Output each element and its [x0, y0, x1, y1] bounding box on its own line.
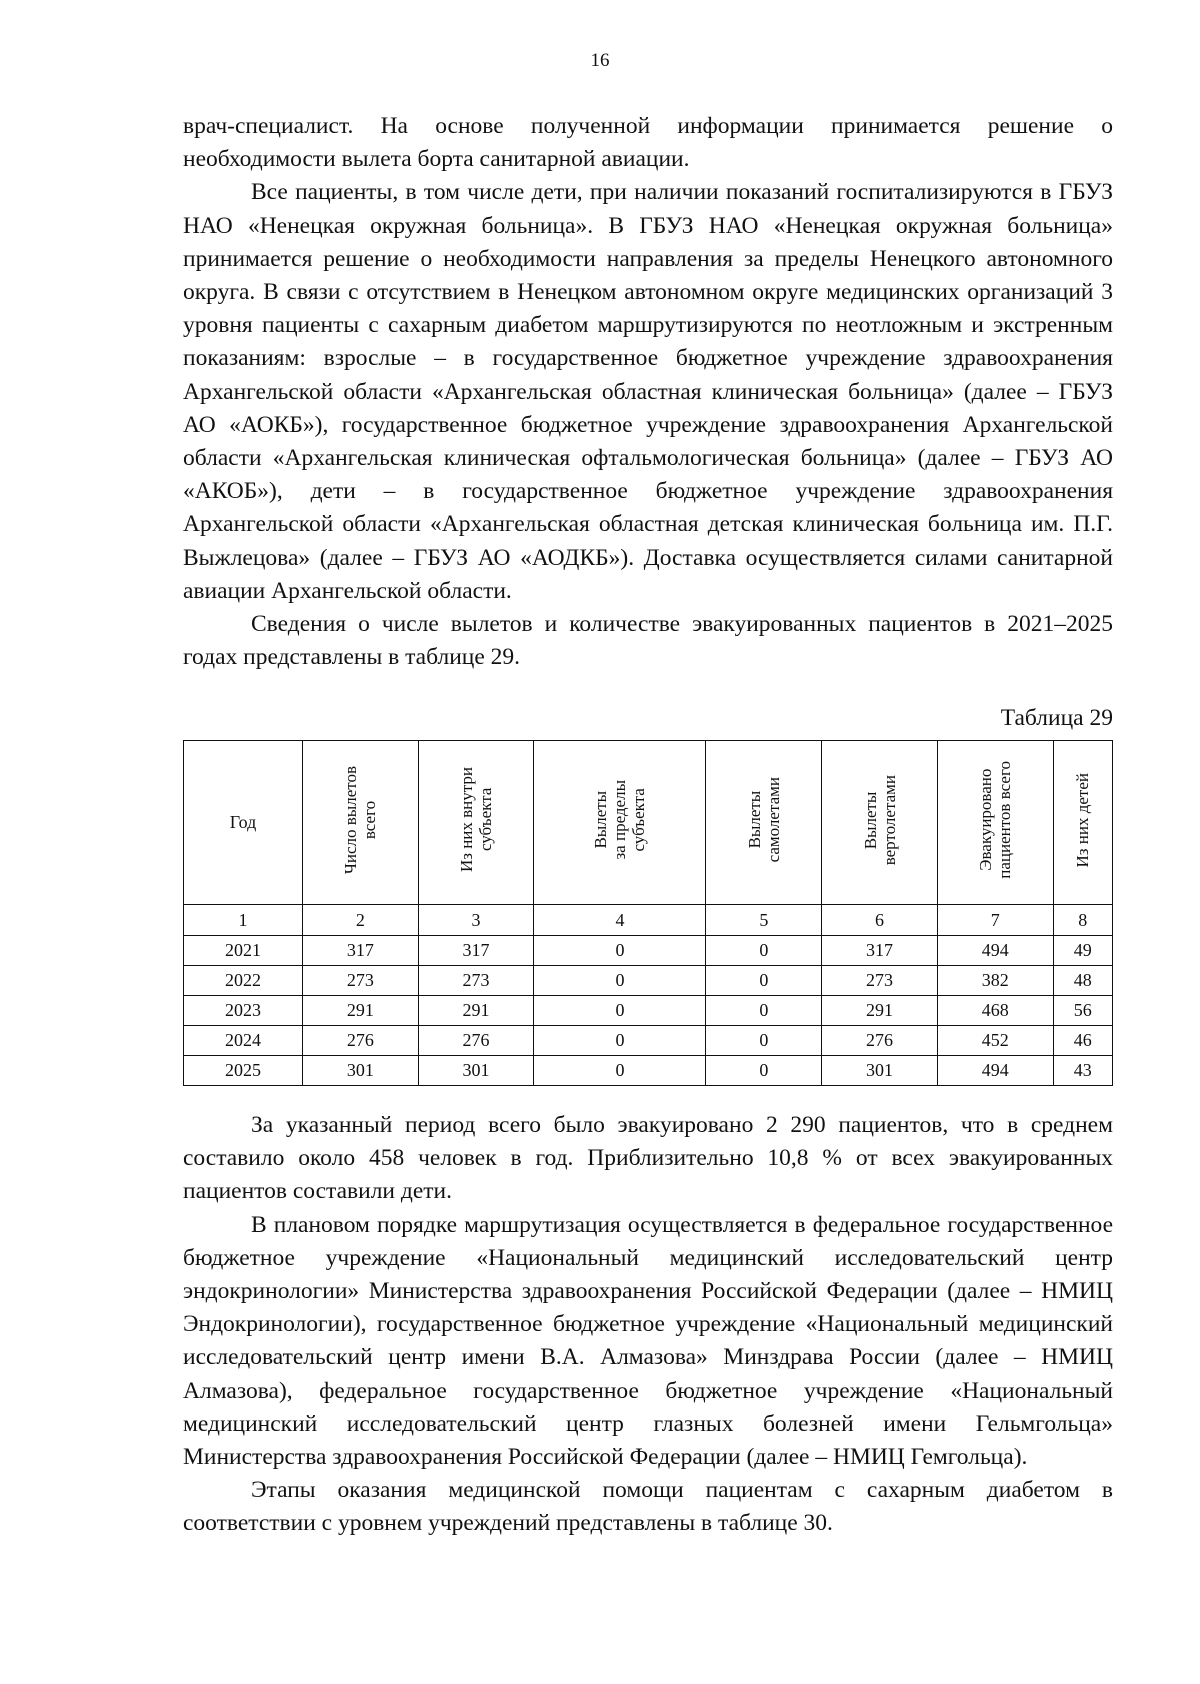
table-row [184, 966, 1113, 996]
table-cell: 0 [706, 996, 822, 1026]
paragraph: За указанный период всего было эвакуировано 2 290 пациентов, что в среднем составило около 458 человек в год. Приблизительно 10,8 % от всех эвакуированных пациентов составили дети. [183, 1112, 1113, 1205]
table-cell: 0 [706, 1026, 822, 1056]
table-cell: 317 [822, 936, 938, 966]
table-cell: 276 [822, 1026, 938, 1056]
table-cell: 0 [534, 936, 706, 966]
header-label: Год [229, 812, 257, 832]
table-cell: 276 [418, 1026, 534, 1056]
table-cell: 301 [418, 1056, 534, 1086]
table-row [184, 936, 1113, 966]
table-cell: 0 [534, 1026, 706, 1056]
header-cell [418, 741, 534, 905]
text-block-bottom [183, 1109, 1113, 1541]
table-cell: 49 [1053, 936, 1112, 966]
page-number: 16 [590, 50, 610, 71]
table-cell: 0 [534, 996, 706, 1026]
table-cell: 273 [418, 966, 534, 996]
table-row [184, 1026, 1113, 1056]
table-cell: 56 [1053, 996, 1112, 1026]
column-number: 8 [1053, 905, 1112, 936]
column-number: 4 [534, 905, 706, 936]
table-cell: 2025 [184, 1056, 303, 1086]
paragraph: В плановом порядке маршрутизация осуществляется в федеральное государственное бюджетное учреждение «Национальный медицинский исследовательский центр эндокринологии» Министерства здравоохранения Российской Федерации (далее – НМИЦ Эндокринологии), государственное бюджетное учреждение «Национальный медицинский исследовательский центр имени В.А. Алмазова» Минздрава России (далее – НМИЦ Алмазова), федеральное государственное бюджетное учреждение «Национальный медицинский исследовательский центр глазных болезней имени Гельмгольца» Министерства здравоохранения Российской Федерации (далее – НМИЦ Гемгольца). [183, 1211, 1113, 1471]
paragraph: врач-специалист. На основе полученной информации принимается решение о необходимости вылета борта санитарной авиации. [183, 113, 1113, 173]
table-cell: 291 [822, 996, 938, 1026]
table-cell: 46 [1053, 1026, 1112, 1056]
evacuation-table [183, 740, 1113, 1086]
table-cell: 0 [706, 936, 822, 966]
table-cell: 494 [937, 936, 1053, 966]
header-cell [1053, 741, 1112, 905]
header-label: Вылеты за пределы субъекта [591, 780, 649, 860]
header-cell [303, 741, 419, 905]
table-cell: 291 [418, 996, 534, 1026]
table-cell: 317 [418, 936, 534, 966]
column-number: 1 [184, 905, 303, 936]
table-cell: 0 [534, 1056, 706, 1086]
table-cell: 273 [303, 966, 419, 996]
table-header-row [184, 741, 1113, 905]
table-cell: 0 [706, 1056, 822, 1086]
table-cell: 494 [937, 1056, 1053, 1086]
header-label: Эвакуировано пациентов всего [976, 761, 1015, 879]
column-number-row [184, 905, 1113, 936]
table-cell: 0 [534, 966, 706, 996]
table-cell: 301 [303, 1056, 419, 1086]
table-cell: 291 [303, 996, 419, 1026]
header-label: Вылеты вертолетами [860, 774, 899, 866]
table-cell: 0 [706, 966, 822, 996]
header-cell [706, 741, 822, 905]
table-cell: 48 [1053, 966, 1112, 996]
column-number: 3 [418, 905, 534, 936]
column-number: 6 [822, 905, 938, 936]
header-label: Вылеты самолетами [744, 777, 783, 863]
table-cell: 2023 [184, 996, 303, 1026]
table-cell: 317 [303, 936, 419, 966]
column-number: 2 [303, 905, 419, 936]
table-cell: 276 [303, 1026, 419, 1056]
table-cell: 2022 [184, 966, 303, 996]
table-row [184, 1056, 1113, 1086]
table-caption: Таблица 29 [1000, 705, 1113, 731]
table-cell: 452 [937, 1026, 1053, 1056]
table-cell: 382 [937, 966, 1053, 996]
table-cell: 468 [937, 996, 1053, 1026]
table-row [184, 996, 1113, 1026]
table-cell: 2021 [184, 936, 303, 966]
header-label: Число вылетов всего [341, 765, 380, 875]
paragraph: Этапы оказания медицинской помощи пациентам с сахарным диабетом в соответствии с уровнем учреждений представлены в таблице 30. [183, 1477, 1113, 1537]
text-block-top [183, 110, 1113, 674]
paragraph: Сведения о числе вылетов и количестве эвакуированных пациентов в 2021–2025 годах представлены в таблице 29. [183, 611, 1113, 671]
table-cell: 301 [822, 1056, 938, 1086]
header-cell [937, 741, 1053, 905]
header-label: Из них детей [1073, 772, 1093, 868]
table-cell: 43 [1053, 1056, 1112, 1086]
table-cell: 273 [822, 966, 938, 996]
header-cell [822, 741, 938, 905]
header-label: Из них внутри субъекта [457, 767, 496, 873]
paragraph: Все пациенты, в том числе дети, при наличии показаний госпитализируются в ГБУЗ НАО «Ненецкая окружная больница». В ГБУЗ НАО «Ненецкая окружная больница» принимается решение о необходимости направления за пределы Ненецкого автономного округа. В связи с отсутствием в Ненецком автономном округе медицинских организаций 3 уровня пациенты с сахарным диабетом маршрутизируются по неотложным и экстренным показаниям: взрослые – в государственное бюджетное учреждение здравоохранения Архангельской области «Архангельская областная клиническая больница» (далее – ГБУЗ АО «АОКБ»), государственное бюджетное учреждение здравоохранения Архангельской области «Архангельская клиническая офтальмологическая больница» (далее – ГБУЗ АО «АКОБ»), дети – в государственное бюджетное учреждение здравоохранения Архангельской области «Архангельская областная детская клиническая больница им. П.Г. Выжлецова» (далее – ГБУЗ АО «АОДКБ»). Доставка осуществляется силами санитарной авиации Архангельской области. [183, 179, 1113, 604]
column-number: 5 [706, 905, 822, 936]
column-number: 7 [937, 905, 1053, 936]
header-year [184, 741, 303, 905]
header-cell [534, 741, 706, 905]
table-cell: 2024 [184, 1026, 303, 1056]
